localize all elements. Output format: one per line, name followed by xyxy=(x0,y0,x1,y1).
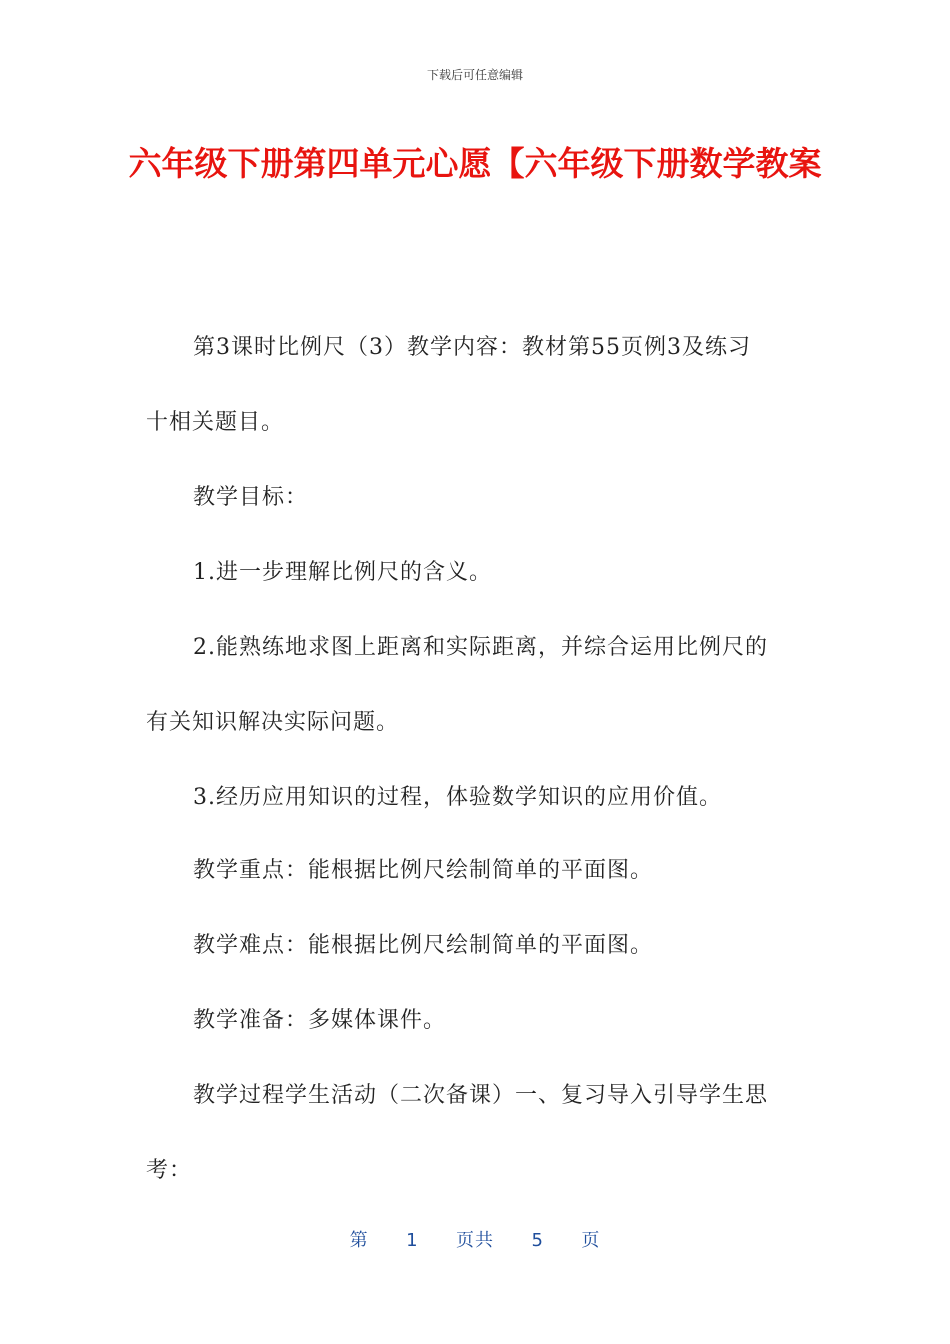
footer-current-page: 1 xyxy=(406,1230,419,1251)
header-note: 下载后可任意编辑 xyxy=(426,68,523,82)
paragraph-objective-1: 1.进一步理解比例尺的含义。 xyxy=(193,560,492,585)
document-title: 六年级下册第四单元心愿【六年级下册数学教案 xyxy=(128,144,822,183)
footer-suffix: 页 xyxy=(581,1230,601,1251)
paragraph-objective-3: 3.经历应用知识的过程，体验数学知识的应用价值。 xyxy=(193,785,722,810)
paragraph-objectives-heading: 教学目标： xyxy=(193,485,309,510)
footer-total-pages: 5 xyxy=(531,1230,544,1251)
paragraph-objective-2-line-1: 2.能熟练地求图上距离和实际距离，并综合运用比例尺的 xyxy=(193,635,768,660)
paragraph-process-line-2: 考： xyxy=(146,1158,193,1183)
paragraph-preparation: 教学准备：多媒体课件。 xyxy=(193,1008,447,1033)
paragraph-1-line-1: 第3课时比例尺（3）教学内容：教材第55页例3及练习 xyxy=(193,335,751,360)
paragraph-1-line-2: 十相关题目。 xyxy=(146,410,285,435)
paragraph-objective-2-line-2: 有关知识解决实际问题。 xyxy=(146,710,400,735)
paragraph-key-point: 教学重点：能根据比例尺绘制简单的平面图。 xyxy=(193,858,654,883)
page-footer xyxy=(0,1226,950,1252)
paragraph-difficulty: 教学难点：能根据比例尺绘制简单的平面图。 xyxy=(193,933,654,958)
footer-prefix: 第 xyxy=(349,1230,369,1251)
paragraph-process-line-1: 教学过程学生活动（二次备课）一、复习导入引导学生思 xyxy=(193,1083,769,1108)
footer-middle: 页共 xyxy=(456,1230,494,1251)
